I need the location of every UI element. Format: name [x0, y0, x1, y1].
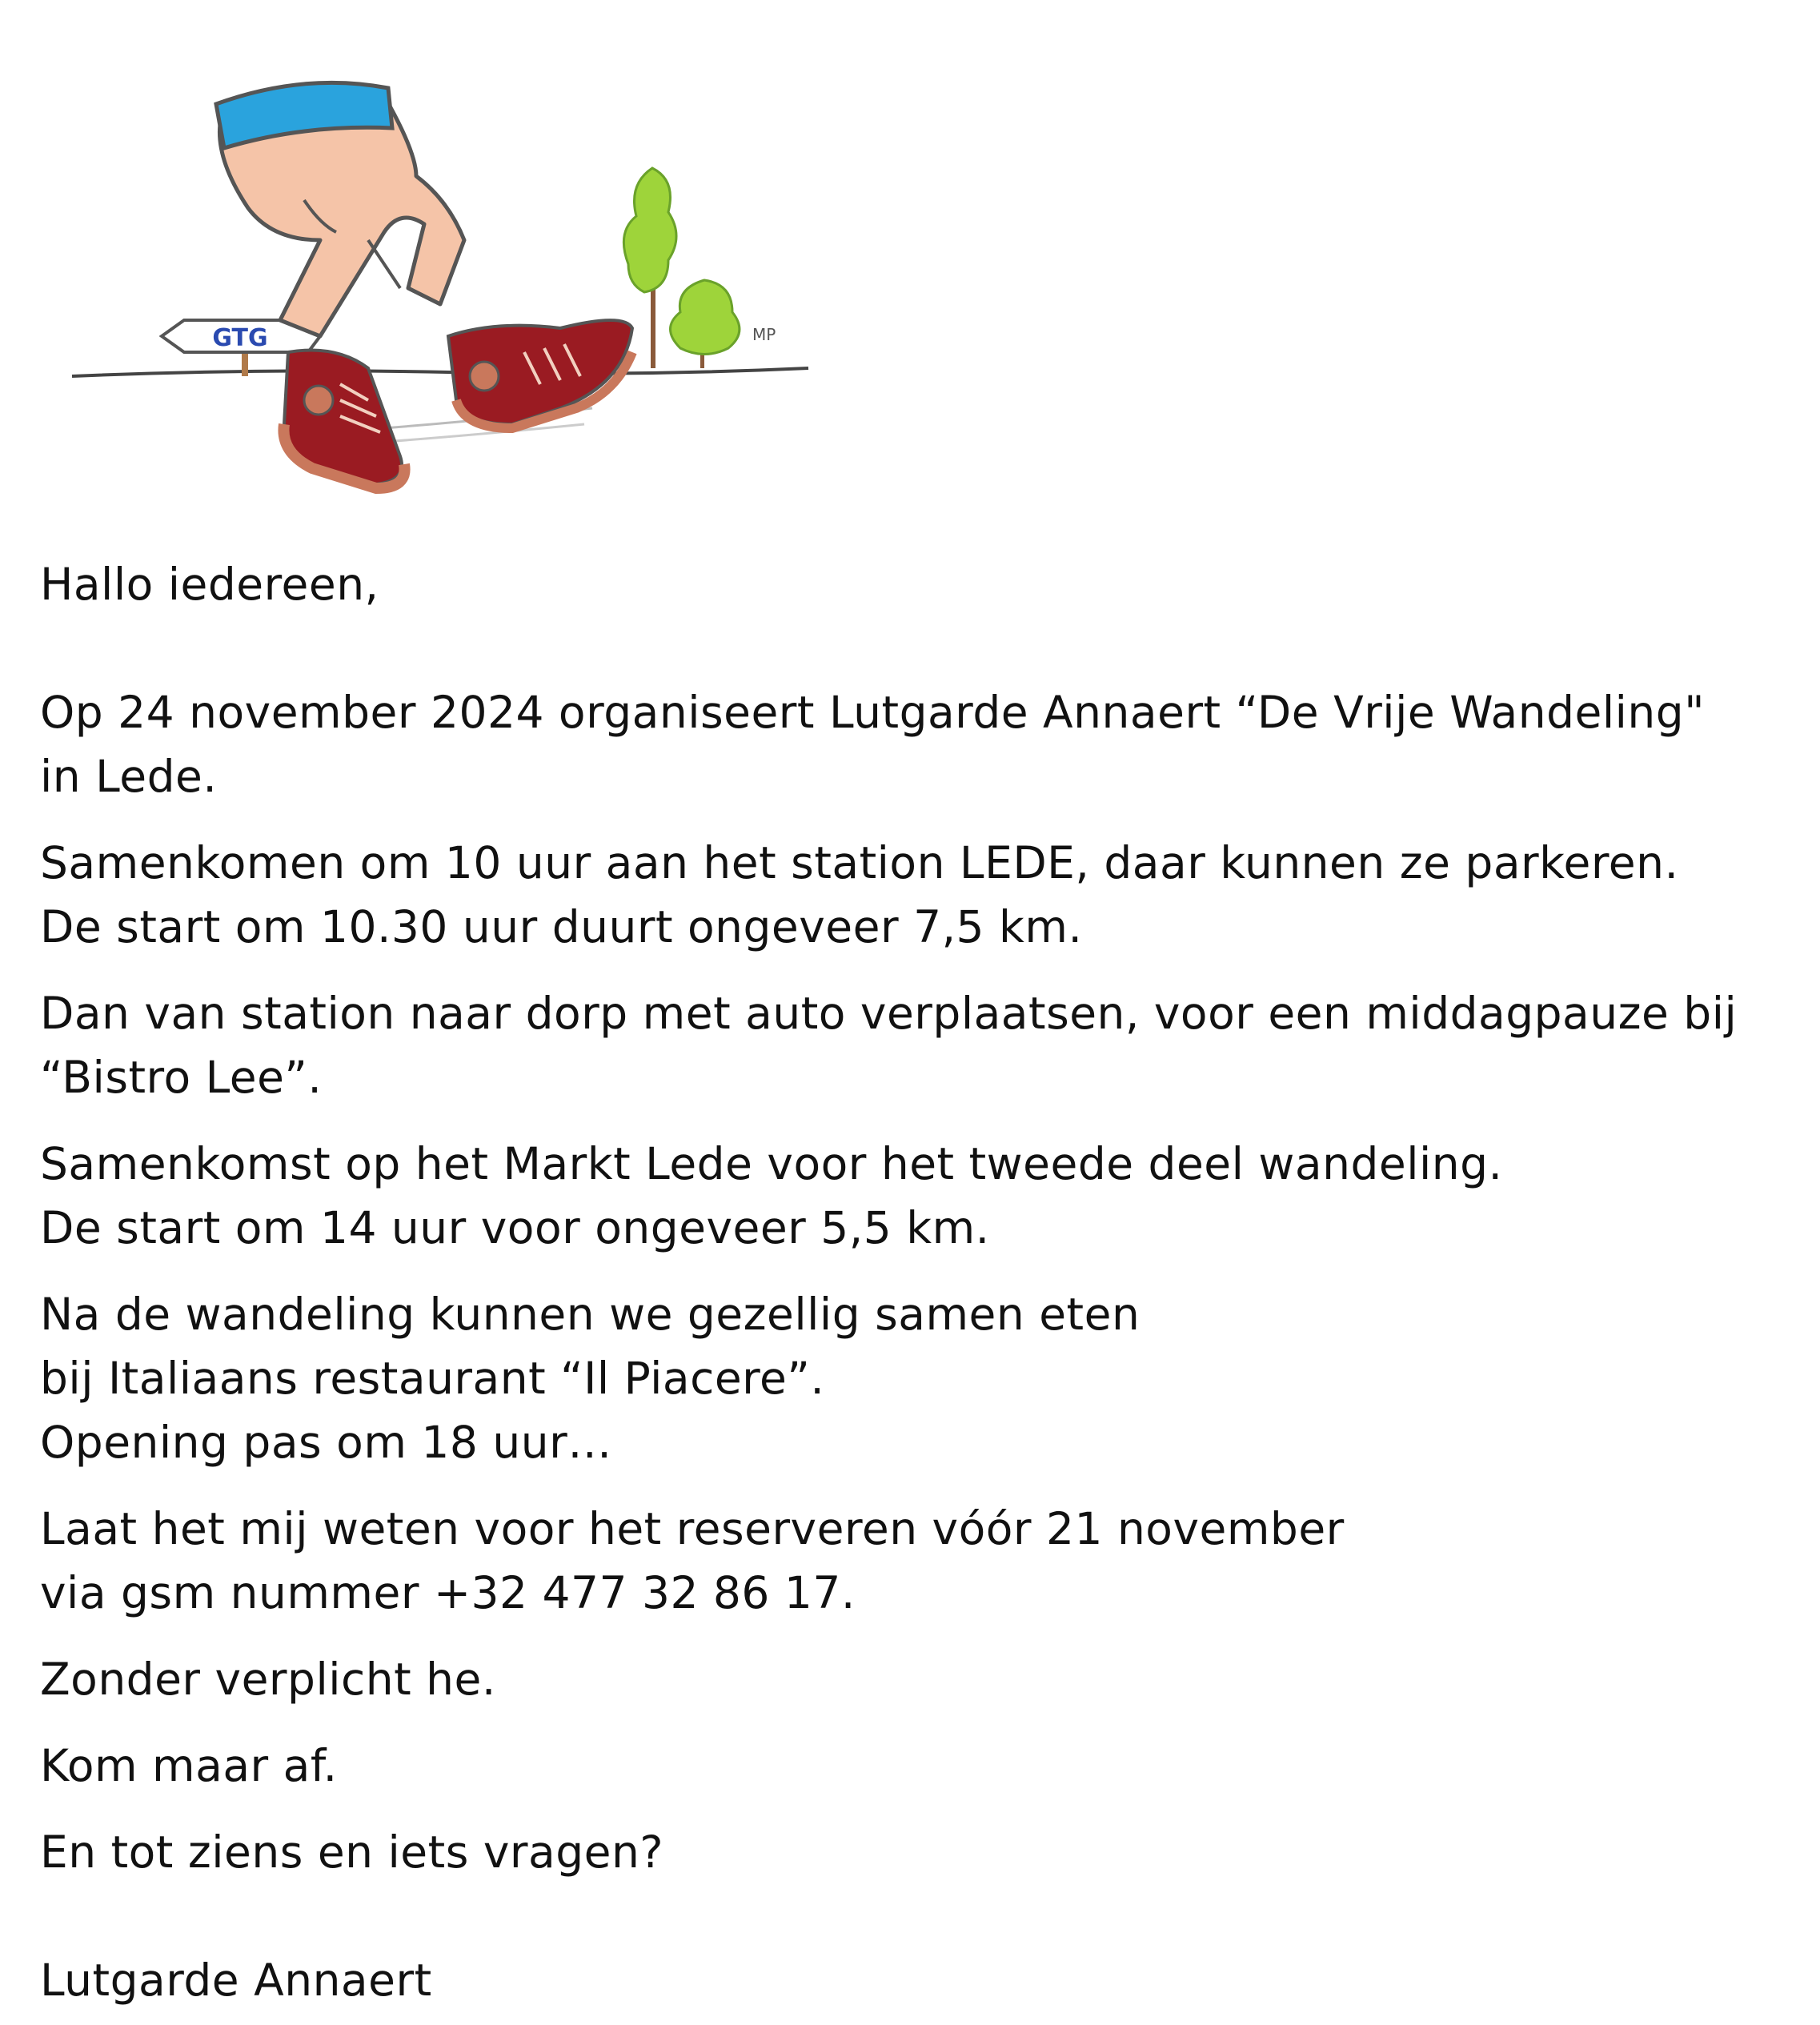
paragraph-line: Op 24 november 2024 organiseert Lutgarde Annaert “De Vrije Wandeling": [40, 687, 1706, 738]
paragraph-2: [40, 831, 1785, 959]
paragraph-7: [40, 1647, 1785, 1711]
signature-name: Lutgarde Annaert: [40, 1955, 432, 2006]
paragraph-3: [40, 981, 1785, 1109]
paragraph-line: Laat het mij weten voor het reserveren vóór 21 november: [40, 1503, 1345, 1554]
paragraph-line: En tot ziens en iets vragen?: [40, 1827, 664, 1878]
greeting-text: Hallo iedereen,: [40, 559, 379, 610]
paragraph-9: [40, 1820, 1785, 1884]
paragraph-line: in Lede.: [40, 751, 218, 802]
paragraph-line: Opening pas om 18 uur…: [40, 1417, 612, 1468]
letter-body: [40, 552, 1785, 2012]
sign-text: GTG: [212, 324, 268, 352]
paragraph-line: Kom maar af.: [40, 1740, 338, 1791]
paragraph-5: [40, 1282, 1785, 1474]
paragraph-6: [40, 1497, 1785, 1625]
artist-initials: MP: [752, 325, 776, 344]
walking-fingers-illustration: [64, 48, 832, 496]
paragraph-line: Na de wandeling kunnen we gezellig samen eten: [40, 1289, 1141, 1340]
paragraph-8: [40, 1734, 1785, 1798]
paragraph-1: [40, 680, 1785, 808]
paragraph-line: De start om 14 uur voor ongeveer 5,5 km.: [40, 1202, 990, 1253]
right-shoe: [448, 320, 632, 428]
paragraph-line: Samenkomen om 10 uur aan het station LEDE, daar kunnen ze parkeren.: [40, 837, 1679, 888]
phone-number-line: via gsm nummer +32 477 32 86 17.: [40, 1567, 856, 1618]
ground-line: [72, 368, 808, 376]
paragraph-line: Zonder verplicht he.: [40, 1654, 496, 1705]
paragraph-line: De start om 10.30 uur duurt ongeveer 7,5 km.: [40, 901, 1083, 952]
greeting: [40, 552, 1785, 616]
paragraph-line: “Bistro Lee”.: [40, 1052, 323, 1103]
signature: [40, 1948, 1785, 2012]
paragraph-line: Dan van station naar dorp met auto verplaatsen, voor een middagpauze bij: [40, 988, 1738, 1039]
paragraph-line: Samenkomst op het Markt Lede voor het tweede deel wandeling.: [40, 1138, 1503, 1189]
trees: [623, 168, 740, 368]
paragraph-line: bij Italiaans restaurant “Il Piacere”.: [40, 1353, 825, 1404]
paragraph-4: [40, 1132, 1785, 1260]
